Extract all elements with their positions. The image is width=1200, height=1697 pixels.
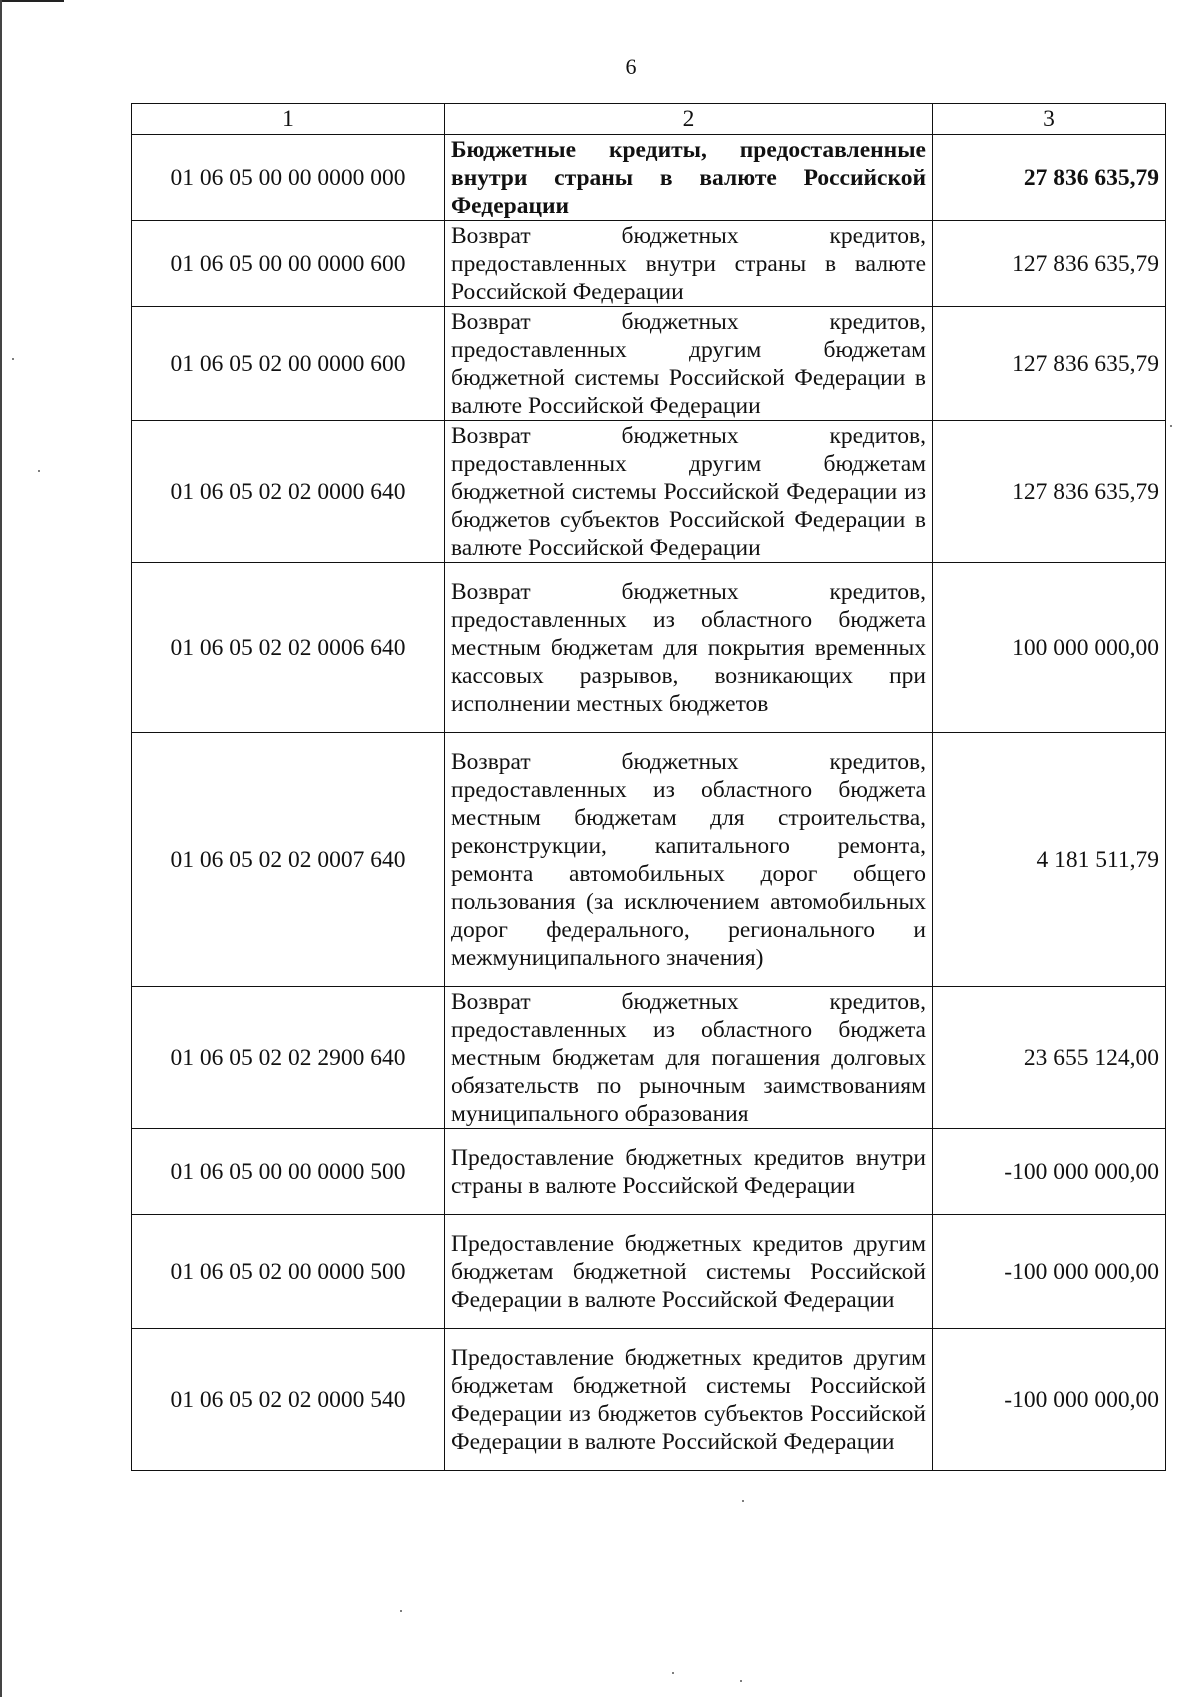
scan-speck [12, 358, 14, 360]
row-amount: -100 000 000,00 [933, 1129, 1166, 1215]
row-code: 01 06 05 02 00 0000 500 [132, 1215, 445, 1329]
column-header-3: 3 [933, 104, 1166, 135]
column-header-1: 1 [132, 104, 445, 135]
row-code: 01 06 05 00 00 0000 500 [132, 1129, 445, 1215]
row-code: 01 06 05 02 02 0000 640 [132, 421, 445, 563]
table-row [132, 1215, 1166, 1329]
row-code: 01 06 05 02 02 2900 640 [132, 987, 445, 1129]
row-description: Бюджетные кредиты, предоставленные внутри страны в валюте Российской Федерации [445, 135, 933, 221]
row-description: Возврат бюджетных кредитов, предоставленных из областного бюджета местным бюджетам для строительства, реконструкции, капитального ремонта, ремонта автомобильных дорог общего пользования (за исключением автомобильных дорог федерального, регионального и межмуниципального значения) [445, 733, 933, 987]
table-row [132, 987, 1166, 1129]
table-row [132, 421, 1166, 563]
scan-edge-top [0, 0, 64, 2]
row-description: Возврат бюджетных кредитов, предоставленных другим бюджетам бюджетной системы Российской Федерации в валюте Российской Федерации [445, 307, 933, 421]
row-description: Возврат бюджетных кредитов, предоставленных из областного бюджета местным бюджетам для погашения долговых обязательств по рыночным заимствованиям муниципального образования [445, 987, 933, 1129]
row-amount: 27 836 635,79 [933, 135, 1166, 221]
table-row [132, 1129, 1166, 1215]
row-description: Предоставление бюджетных кредитов внутри страны в валюте Российской Федерации [445, 1129, 933, 1215]
row-code: 01 06 05 00 00 0000 600 [132, 221, 445, 307]
row-amount: -100 000 000,00 [933, 1329, 1166, 1471]
row-code: 01 06 05 00 00 0000 000 [132, 135, 445, 221]
row-description: Возврат бюджетных кредитов, предоставленных из областного бюджета местным бюджетам для покрытия временных кассовых разрывов, возникающих при исполнении местных бюджетов [445, 563, 933, 733]
row-amount: 127 836 635,79 [933, 421, 1166, 563]
column-header-2: 2 [445, 104, 933, 135]
row-description: Предоставление бюджетных кредитов другим бюджетам бюджетной системы Российской Федерации в валюте Российской Федерации [445, 1215, 933, 1329]
scan-speck [742, 1500, 744, 1502]
scan-speck [1170, 425, 1172, 427]
scan-edge-left [0, 0, 2, 1697]
row-amount: -100 000 000,00 [933, 1215, 1166, 1329]
row-amount: 127 836 635,79 [933, 221, 1166, 307]
scan-speck [400, 1610, 402, 1612]
row-code: 01 06 05 02 02 0006 640 [132, 563, 445, 733]
scan-speck [38, 470, 40, 472]
table-row [132, 135, 1166, 221]
row-code: 01 06 05 02 00 0000 600 [132, 307, 445, 421]
table-row [132, 221, 1166, 307]
table-row [132, 1329, 1166, 1471]
scan-speck [672, 1672, 674, 1674]
row-description: Предоставление бюджетных кредитов другим бюджетам бюджетной системы Российской Федерации из бюджетов субъектов Российской Федерации в валюте Российской Федерации [445, 1329, 933, 1471]
row-amount: 100 000 000,00 [933, 563, 1166, 733]
table-header-row [132, 104, 1166, 135]
page-number: 6 [625, 54, 637, 79]
budget-sources-table [131, 103, 1166, 1471]
table-row [132, 563, 1166, 733]
row-amount: 127 836 635,79 [933, 307, 1166, 421]
row-amount: 4 181 511,79 [933, 733, 1166, 987]
row-code: 01 06 05 02 02 0000 540 [132, 1329, 445, 1471]
table-row [132, 733, 1166, 987]
table-row [132, 307, 1166, 421]
row-amount: 23 655 124,00 [933, 987, 1166, 1129]
row-description: Возврат бюджетных кредитов, предоставленных внутри страны в валюте Российской Федерации [445, 221, 933, 307]
row-description: Возврат бюджетных кредитов, предоставленных другим бюджетам бюджетной системы Российской Федерации из бюджетов субъектов Российской Федерации в валюте Российской Федерации [445, 421, 933, 563]
scan-speck [740, 1680, 742, 1682]
row-code: 01 06 05 02 02 0007 640 [132, 733, 445, 987]
